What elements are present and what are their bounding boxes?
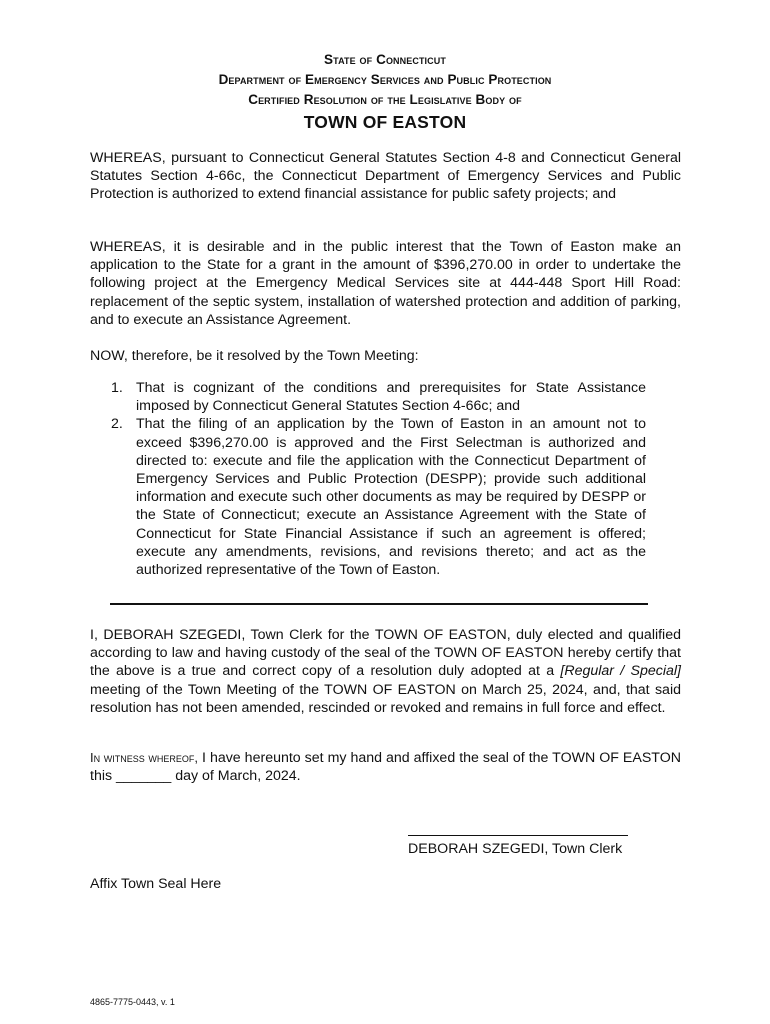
signature-line xyxy=(408,835,628,836)
certification-text-part2: meeting of the Town Meeting of the TOWN OF EASTON on March 25, 2024, and, that said resolution has not been amended, rescinded or revoked and remains in full force and effect. xyxy=(90,681,681,716)
witness-label: In witness whereof, xyxy=(90,750,199,765)
resolved-paragraph: NOW, therefore, be it resolved by the Town Meeting: xyxy=(90,348,419,364)
document-header xyxy=(0,50,770,133)
whereas-paragraph-2: WHEREAS, it is desirable and in the public interest that the Town of Easton make an application to the State for a grant in the amount of $396,270.00 in order to undertake the following project at the Emergency Medical Services site at 444-448 Sport Hill Road: replacement of the septic system, installation of watershed protection and addition of parking, and to execute an Assistance Agreement. xyxy=(90,239,681,328)
list-item-number: 2. xyxy=(111,416,123,433)
signature-name: DEBORAH SZEGEDI, Town Clerk xyxy=(408,841,623,857)
list-item xyxy=(90,415,646,579)
whereas-paragraph-1: WHEREAS, pursuant to Connecticut General Statutes Section 4-8 and Connecticut General Statutes Section 4-66c, the Connecticut Department of Emergency Services and Public Protection is authorized to extend financial assistance for public safety projects; and xyxy=(90,150,681,203)
header-certified-resolution: Certified Resolution of the Legislative Body of xyxy=(248,92,522,107)
list-item-text: That the filing of an application by the Town of Easton in an amount not to exceed $396,270.00 is approved and the First Selectman is authorized and directed to: execute and file the application with the Connecticut Department of Emergency Services and Public Protection (DESPP); provide such additional information and execute such other documents as may be required by DESPP or the State of Connecticut; execute an Assistance Agreement with the State of Connecticut for State Financial Assistance if such an agreement is offered; execute any amendments, revisions, and revisions thereto; and act as the authorized representative of the Town of Easton. xyxy=(136,416,646,579)
witness-paragraph xyxy=(90,749,681,785)
certification-paragraph xyxy=(90,626,681,717)
list-item-number: 1. xyxy=(111,380,123,396)
meeting-type-placeholder: [Regular / Special] xyxy=(560,663,681,680)
list-item xyxy=(90,379,646,415)
certification-text-part1: I, DEBORAH SZEGEDI, Town Clerk for the TOWN OF EASTON, duly elected and qualified according to law and having custody of the seal of the TOWN OF EASTON hereby certify that the above is a true and correct copy of a resolution duly adopted at a xyxy=(90,627,681,680)
list-item-text: That is cognizant of the conditions and prerequisites for State Assistance imposed by Connecticut General Statutes Section 4-66c; and xyxy=(136,380,646,415)
header-state: State of Connecticut xyxy=(324,52,446,67)
seal-placeholder-label: Affix Town Seal Here xyxy=(90,876,222,892)
document-id: 4865-7775-0443, v. 1 xyxy=(90,997,175,1007)
witness-text: I have hereunto set my hand and affixed the seal of the TOWN OF EASTON this _______ day of March, 2024. xyxy=(90,750,681,785)
resolution-list xyxy=(90,379,646,579)
header-department: Department of Emergency Services and Public Protection xyxy=(218,72,552,87)
header-town-name: TOWN OF EASTON xyxy=(303,112,467,132)
section-divider xyxy=(110,603,648,605)
